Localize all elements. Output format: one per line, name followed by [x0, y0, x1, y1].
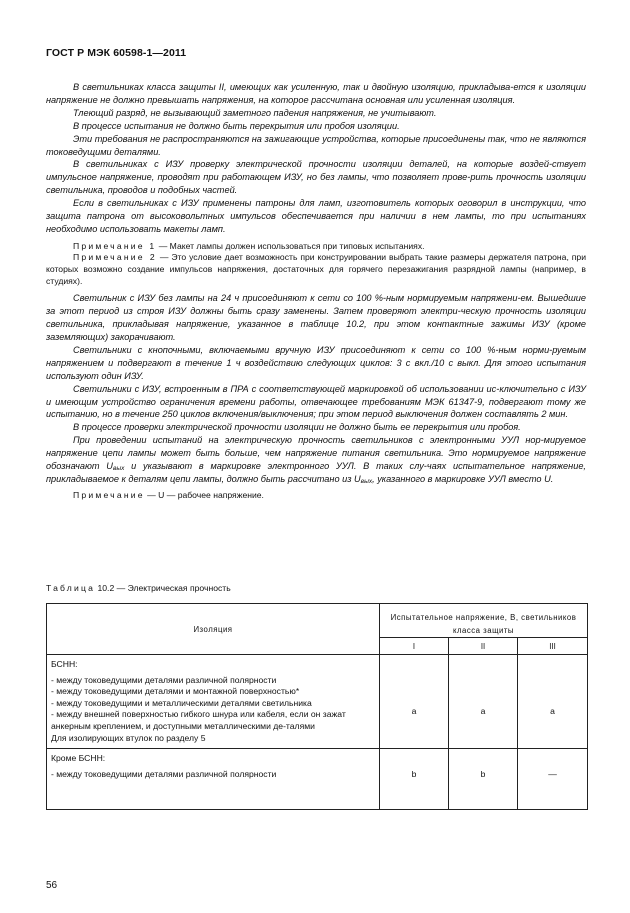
row-group-label: Кроме БСНН: — [51, 753, 106, 764]
table-caption-label: Таблица — [46, 583, 96, 593]
table-row — [47, 655, 588, 749]
text-fragment: и указывают в маркировке электронного УУЛ. В таких слу-чаях испытательное напряжение, прикладываемое к деталям цепи лампы, должно быть рассчитано из U — [46, 461, 586, 484]
row-group-label: БСНН: — [51, 659, 78, 669]
paragraph: В светильниках класса защиты II, имеющих как усиленную, так и двойную изоляцию, прикладыва-ется к изоляции напряжение не должно превышать напряжения, на которое рассчитана основная или усиленная изоляция. — [46, 82, 586, 105]
note-2 — [46, 252, 586, 287]
row-item: - между токоведущими и металлическими деталями светильника — [51, 697, 312, 708]
value-class-ii: a — [449, 655, 518, 749]
page-number: 56 — [46, 880, 58, 891]
header-class-iii: III — [518, 638, 588, 655]
table-caption — [46, 583, 231, 593]
note-text: — Макет лампы должен использоваться при типовых испытаниях. — [158, 240, 425, 251]
row-item: - между токоведущими деталями различной полярности — [51, 768, 277, 779]
note-3 — [46, 490, 586, 502]
header-class-ii: II — [449, 638, 518, 655]
paragraph: Светильники с кнопочными, включаемыми вручную ИЗУ присоединяют к сети со 100 %-ным норми-руемым напряжением и подвергают в течение 1 ч воздействию следующих циклов: 3 с вкл./10 с выкл. Для этого испытания используют один ИЗУ. — [46, 344, 586, 381]
text-fragment: При проведении испытаний на электрическую прочность светильников с электронными УУЛ нор-мируемое напряжение цепи лампы может быть больше, чем напряжение питания светильника. Это нормируемое напряжение обозначают U — [46, 435, 586, 472]
subscript: вых — [360, 477, 373, 485]
table-row — [47, 749, 588, 810]
header-isolation: Изоляция — [47, 604, 380, 655]
note-text: — U — рабочее напряжение. — [147, 489, 264, 500]
paragraph: В светильниках с ИЗУ проверку электрической прочности изоляции деталей, на которые воздей-ствует импульсное напряжение, проводят при работающем ИЗУ, но без лампы, что позволяет прове-рить прочность изоляции светильника, проводов и подобных частей. — [46, 159, 586, 196]
value-class-iii: — — [518, 749, 588, 810]
value-class-i: a — [380, 655, 449, 749]
value-class-i: b — [380, 749, 449, 810]
header-class-i: I — [380, 638, 449, 655]
subscript: вых — [112, 465, 125, 473]
paragraph: В процессе проверки электрической прочности изоляции не должно быть ее перекрытия или пробоя. — [73, 422, 521, 433]
paragraph: Светильники с ИЗУ, встроенным в ПРА с соответствующей маркировкой об использовании ис-ключительно с ИЗУ и имеющим устройство ограничения времени работы, отвечающее требованиям МЭК 61347-9, подвергают тому же испытанию, но в течение 250 циклов включения/выключения; при этом период выключения должен составлять 2 мин. — [46, 383, 586, 420]
row-item: Для изолирующих втулок по разделу 5 — [51, 732, 206, 743]
row-isolation-cell — [47, 655, 380, 749]
paragraph: Светильник с ИЗУ без лампы на 24 ч присоединяют к сети со 100 %-ным нормируемым напряжени-ем. Вышедшие за этот период из строя ИЗУ должны быть сразу заменены. Затем проверяют электри-ческую прочность изоляции светильника, прикладывая напряжение, указанное в таблице 10.2, при этом контактные зажимы ИЗУ (кроме заземляющих) закорачивают. — [46, 293, 586, 342]
note-text: — Это условие дает возможность при конструировании выбрать такие размеры держателя патрона, при которых возможно создание импульсов напряжения, достаточных для горячего перезажигания разрядной лампы (например, в студиях). — [46, 252, 587, 286]
row-isolation-cell — [47, 749, 380, 810]
row-item: - между токоведущими деталями и монтажной поверхностью* — [51, 686, 300, 697]
value-class-iii: a — [518, 655, 588, 749]
header-test-voltage: Испытательное напряжение, В, светильников класса защиты — [380, 604, 588, 638]
paragraph-uul — [46, 434, 586, 486]
note-label: Примечание 2 — [73, 252, 157, 263]
paragraph: Эти требования не распространяются на зажигающие устройства, которые присоединены так, что не являются токоведущими деталями. — [46, 133, 586, 157]
note-label: Примечание 1 — [73, 240, 157, 251]
table-caption-text: 10.2 — Электрическая прочность — [97, 583, 231, 593]
electric-strength-table — [46, 603, 588, 810]
note-label: Примечание — [73, 489, 145, 500]
text-fragment: , указанного в маркировке УУЛ вместо U. — [372, 473, 554, 484]
value-class-ii: b — [449, 749, 518, 810]
row-item: - между токоведущими деталями различной полярности — [51, 674, 277, 685]
paragraph: Тлеющий разряд, не вызывающий заметного падения напряжения, не учитывают. — [73, 107, 437, 118]
paragraph: Если в светильниках с ИЗУ применены патроны для ламп, изготовитель которых оговорил в инструкции, что защита патрона от высоковольтных импульсов обеспечивается при наличии в нем лампы, то при испытаниях необходимо использовать макеты ламп. — [46, 198, 586, 234]
row-item: - между внешней поверхностью гибкого шнура или кабеля, если он зажат анкерным креплением, и доступными металлическими де-талями — [51, 709, 346, 731]
document-body — [46, 81, 586, 501]
page-header-standard-id: ГОСТ Р МЭК 60598-1—2011 — [46, 47, 187, 59]
paragraph: В процессе испытания не должно быть перекрытия или пробоя изоляции. — [73, 120, 400, 131]
note-1 — [46, 241, 586, 253]
